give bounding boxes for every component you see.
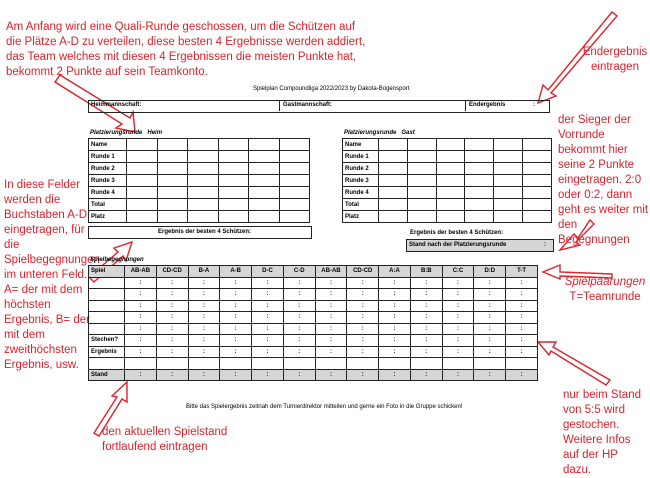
table-cell[interactable] [436, 211, 465, 223]
table-cell[interactable]: : [474, 369, 506, 381]
table-cell[interactable]: : [283, 346, 315, 358]
table-cell[interactable] [379, 187, 408, 199]
table-cell[interactable] [279, 151, 310, 163]
table-cell[interactable]: : [347, 277, 379, 289]
table-cell[interactable]: A-B [220, 266, 252, 278]
table-cell[interactable] [436, 151, 465, 163]
table-cell[interactable]: : [347, 312, 379, 324]
table-cell[interactable] [379, 139, 408, 151]
guest-team-label: Gastmannschaft: [283, 102, 333, 108]
table-cell[interactable] [523, 151, 552, 163]
table-row [89, 300, 538, 312]
table-cell[interactable] [220, 358, 252, 370]
table-row [89, 151, 310, 163]
table-row [89, 335, 538, 347]
table-cell[interactable]: Total [89, 199, 127, 211]
annotation-pairings: Spielpaarungen [564, 276, 646, 288]
table-cell[interactable]: Runde 1 [89, 151, 127, 163]
table-cell[interactable]: Stand [89, 369, 125, 381]
table-row [89, 139, 310, 151]
table-cell[interactable]: : [315, 335, 347, 347]
best4-guest-label: Ergebnis der besten 4 Schützen: [410, 230, 504, 236]
table-cell[interactable] [127, 163, 158, 175]
table-cell[interactable]: : [442, 335, 474, 347]
table-cell[interactable] [125, 358, 157, 370]
table-cell[interactable]: : [220, 277, 252, 289]
table-cell[interactable] [157, 211, 188, 223]
table-cell[interactable]: : [506, 312, 538, 324]
standing-colon[interactable]: : [544, 242, 546, 248]
table-cell[interactable]: : [252, 277, 284, 289]
table-cell[interactable] [279, 187, 310, 199]
table-cell[interactable]: : [252, 323, 284, 335]
table-cell[interactable]: : [283, 289, 315, 301]
table-row [89, 289, 538, 301]
title-part: Gast [401, 130, 415, 136]
home-team-label: Heimmannschaft: [91, 102, 142, 108]
table-cell[interactable]: : [220, 335, 252, 347]
table-cell[interactable]: CD-CD [156, 266, 188, 278]
table-cell[interactable]: Platz [343, 211, 379, 223]
table-cell[interactable]: : [315, 289, 347, 301]
table-cell[interactable]: CD-CD [347, 266, 379, 278]
best4-home-label: Ergebnis der besten 4 Schützen: [158, 229, 252, 235]
table-cell[interactable] [89, 323, 125, 335]
table-cell[interactable]: Platz [89, 211, 127, 223]
annotation-team-round: T=Teamrunde [569, 291, 641, 303]
final-result-label: Endergebnis [469, 102, 506, 108]
final-result-colon[interactable]: : [533, 102, 535, 108]
table-cell[interactable]: : [125, 369, 157, 381]
divider [279, 100, 280, 111]
table-cell[interactable]: : [283, 312, 315, 324]
table-cell[interactable]: : [252, 369, 284, 381]
table-cell[interactable] [407, 175, 436, 187]
table-cell[interactable] [506, 358, 538, 370]
table-cell[interactable]: : [379, 300, 411, 312]
table-cell[interactable]: C-D [283, 266, 315, 278]
table-cell[interactable]: : [442, 346, 474, 358]
table-cell[interactable]: : [188, 289, 220, 301]
table-row [89, 266, 538, 278]
table-cell[interactable]: : [188, 312, 220, 324]
table-cell[interactable] [523, 211, 552, 223]
table-cell[interactable]: : [125, 277, 157, 289]
table-row [89, 358, 538, 370]
table-cell[interactable] [157, 199, 188, 211]
table-cell[interactable] [523, 175, 552, 187]
table-cell[interactable] [188, 358, 220, 370]
annotation-preliminary-winner: der Sieger der Vorrunde bekommt hier seine 2 Punkte eingetragen. 2:0 oder 0:2, dann geht es weiter mit den Begegnungen [558, 114, 649, 246]
table-cell[interactable] [157, 151, 188, 163]
table-cell[interactable] [379, 211, 408, 223]
table-cell[interactable] [407, 151, 436, 163]
table-cell[interactable]: D:D [474, 266, 506, 278]
table-cell[interactable] [279, 163, 310, 175]
table-cell[interactable]: : [442, 312, 474, 324]
table-cell[interactable]: : [156, 312, 188, 324]
table-cell[interactable] [379, 163, 408, 175]
table-cell[interactable] [379, 175, 408, 187]
table-cell[interactable]: : [474, 277, 506, 289]
table-cell[interactable]: AB-AB [125, 266, 157, 278]
table-cell[interactable]: : [410, 312, 442, 324]
table-cell[interactable]: : [379, 289, 411, 301]
table-cell[interactable]: : [156, 369, 188, 381]
table-cell[interactable] [218, 211, 249, 223]
table-cell[interactable] [315, 358, 347, 370]
table-cell[interactable]: : [283, 277, 315, 289]
table-cell[interactable]: : [283, 323, 315, 335]
table-cell[interactable]: : [125, 289, 157, 301]
table-cell[interactable]: : [252, 335, 284, 347]
table-cell[interactable]: : [220, 312, 252, 324]
arrow-endergebnis [538, 12, 617, 103]
table-row [343, 151, 552, 163]
table-cell[interactable]: : [506, 277, 538, 289]
table-cell[interactable] [89, 289, 125, 301]
table-cell[interactable]: B:B [410, 266, 442, 278]
table-cell[interactable] [249, 151, 280, 163]
table-cell[interactable]: Runde 3 [89, 175, 127, 187]
table-row [89, 175, 310, 187]
table-cell[interactable] [494, 139, 523, 151]
table-row [343, 163, 552, 175]
table-row [343, 199, 552, 211]
table-cell[interactable]: A:A [379, 266, 411, 278]
table-cell[interactable] [218, 151, 249, 163]
table-cell[interactable]: : [156, 300, 188, 312]
table-cell[interactable]: : [347, 289, 379, 301]
table-row [343, 211, 552, 223]
table-cell[interactable] [407, 199, 436, 211]
table-cell[interactable] [157, 175, 188, 187]
table-cell[interactable]: Runde 4 [343, 187, 379, 199]
table-row [89, 369, 538, 381]
table-cell[interactable] [156, 358, 188, 370]
table-cell[interactable] [188, 199, 219, 211]
table-cell[interactable] [188, 211, 219, 223]
sheet-title: Spielplan Compoundliga 2022/2023 by Dakota-Bogensport [253, 86, 410, 92]
table-cell[interactable]: : [474, 335, 506, 347]
table-cell[interactable]: : [156, 335, 188, 347]
table-cell[interactable] [279, 211, 310, 223]
table-cell[interactable]: : [220, 369, 252, 381]
table-cell[interactable]: : [315, 277, 347, 289]
table-cell[interactable] [127, 175, 158, 187]
table-cell[interactable] [249, 187, 280, 199]
table-cell[interactable]: : [220, 346, 252, 358]
table-cell[interactable]: : [188, 369, 220, 381]
footer-note: Bitte das Spielergebnis zeitnah dem Turnierdirektor mitteilen und gerne ein Foto in die Gruppe schicken! [186, 404, 463, 410]
table-cell[interactable]: : [252, 346, 284, 358]
annotation-letters: In diese Felder werden die Buchstaben A-D eingetragen, für die Spielbegegnungen im unteren Feld. A= der mit dem höchsten Ergebnis, B= der mit dem zweithöchsten Ergebnis, usw. [4, 179, 100, 371]
annotation-current-score: den aktuellen Spielstand fortlaufend eintragen [102, 426, 228, 453]
table-cell[interactable] [465, 163, 494, 175]
table-cell[interactable]: : [252, 289, 284, 301]
table-cell[interactable] [188, 139, 219, 151]
table-cell[interactable]: AB-AB [315, 266, 347, 278]
table-cell[interactable]: B-A [188, 266, 220, 278]
table-cell[interactable]: : [506, 289, 538, 301]
table-cell[interactable] [283, 358, 315, 370]
table-row [343, 139, 552, 151]
annotation-qualifying-round: Am Anfang wird eine Quali-Runde geschossen, um die Schützen auf die Plätze A-D zu verteilen, diese besten 4 Ergebnisse werden addiert, das Team welches mit diesen 4 Ergebnissen die meisten Punkte hat, bekommt 2 Punkte auf sein Teamkonto. [6, 21, 366, 78]
table-cell[interactable]: : [188, 300, 220, 312]
table-cell[interactable] [188, 151, 219, 163]
table-cell[interactable] [89, 277, 125, 289]
table-cell[interactable]: : [379, 277, 411, 289]
placement-home-table [88, 138, 310, 223]
table-cell[interactable]: : [506, 369, 538, 381]
table-cell[interactable]: T-T [506, 266, 538, 278]
table-cell[interactable]: : [379, 323, 411, 335]
table-cell[interactable] [465, 151, 494, 163]
matches-title: Spielbegegnungen [90, 257, 144, 263]
table-cell[interactable] [218, 139, 249, 151]
table-cell[interactable]: : [315, 346, 347, 358]
table-cell[interactable]: : [410, 300, 442, 312]
table-cell[interactable]: Name [89, 139, 127, 151]
table-cell[interactable] [127, 151, 158, 163]
table-cell[interactable] [127, 139, 158, 151]
table-cell[interactable]: : [220, 323, 252, 335]
table-row [89, 199, 310, 211]
table-cell[interactable]: : [410, 335, 442, 347]
table-cell[interactable] [379, 199, 408, 211]
table-cell[interactable]: : [188, 346, 220, 358]
table-cell[interactable]: : [220, 300, 252, 312]
table-cell[interactable] [188, 163, 219, 175]
table-cell[interactable]: : [410, 277, 442, 289]
table-cell[interactable]: : [156, 289, 188, 301]
table-cell[interactable]: : [442, 289, 474, 301]
table-cell[interactable]: : [156, 323, 188, 335]
table-row [89, 277, 538, 289]
table-cell[interactable] [249, 199, 280, 211]
table-cell[interactable]: : [125, 312, 157, 324]
table-cell[interactable]: : [442, 300, 474, 312]
table-cell[interactable]: : [156, 346, 188, 358]
table-cell[interactable] [494, 151, 523, 163]
table-cell[interactable] [436, 139, 465, 151]
table-cell[interactable]: : [283, 300, 315, 312]
table-cell[interactable]: Spiel [89, 266, 125, 278]
table-cell[interactable] [465, 175, 494, 187]
title-part: Platzierungsrunde [90, 130, 143, 136]
table-cell[interactable]: : [252, 300, 284, 312]
table-cell[interactable]: Runde 1 [343, 151, 379, 163]
table-cell[interactable]: : [379, 335, 411, 347]
table-row [89, 211, 310, 223]
table-cell[interactable] [89, 312, 125, 324]
placement-guest-table [342, 138, 552, 223]
table-cell[interactable] [494, 187, 523, 199]
table-cell[interactable] [465, 187, 494, 199]
table-cell[interactable]: : [410, 289, 442, 301]
table-cell[interactable]: : [156, 277, 188, 289]
table-cell[interactable]: : [125, 323, 157, 335]
table-cell[interactable] [157, 163, 188, 175]
table-cell[interactable] [436, 175, 465, 187]
table-cell[interactable]: : [506, 346, 538, 358]
arrow-bottom [94, 382, 127, 436]
table-cell[interactable]: Runde 2 [343, 163, 379, 175]
table-cell[interactable]: : [188, 277, 220, 289]
table-cell[interactable] [474, 358, 506, 370]
table-cell[interactable] [494, 163, 523, 175]
table-row [89, 187, 310, 199]
table-cell[interactable]: Runde 4 [89, 187, 127, 199]
table-cell[interactable] [157, 187, 188, 199]
table-cell[interactable]: Name [343, 139, 379, 151]
table-cell[interactable]: : [315, 323, 347, 335]
table-cell[interactable]: : [283, 369, 315, 381]
table-cell[interactable] [188, 175, 219, 187]
table-cell[interactable] [89, 300, 125, 312]
table-cell[interactable]: : [125, 335, 157, 347]
table-cell[interactable] [523, 199, 552, 211]
table-cell[interactable] [279, 175, 310, 187]
table-cell[interactable] [523, 139, 552, 151]
table-cell[interactable]: : [506, 323, 538, 335]
table-cell[interactable]: : [506, 300, 538, 312]
table-cell[interactable]: : [474, 346, 506, 358]
table-cell[interactable] [249, 163, 280, 175]
table-cell[interactable]: : [379, 312, 411, 324]
table-cell[interactable] [494, 211, 523, 223]
table-cell[interactable]: : [252, 312, 284, 324]
table-cell[interactable]: : [442, 277, 474, 289]
table-cell[interactable]: : [410, 323, 442, 335]
table-cell[interactable]: : [379, 369, 411, 381]
table-cell[interactable]: : [347, 300, 379, 312]
table-cell[interactable]: : [315, 312, 347, 324]
table-cell[interactable] [407, 139, 436, 151]
table-cell[interactable] [436, 163, 465, 175]
title-part: Heim [147, 130, 163, 136]
table-cell[interactable] [127, 199, 158, 211]
table-cell[interactable]: Total [343, 199, 379, 211]
table-cell[interactable] [465, 139, 494, 151]
table-cell[interactable] [218, 175, 249, 187]
table-cell[interactable]: : [442, 369, 474, 381]
table-cell[interactable] [523, 187, 552, 199]
table-cell[interactable]: : [315, 369, 347, 381]
table-cell[interactable]: : [347, 369, 379, 381]
table-cell[interactable] [442, 358, 474, 370]
table-cell[interactable]: C:C [442, 266, 474, 278]
table-cell[interactable] [279, 199, 310, 211]
table-cell[interactable] [379, 151, 408, 163]
table-cell[interactable]: Ergebnis [89, 346, 125, 358]
table-cell[interactable]: : [506, 335, 538, 347]
table-cell[interactable] [465, 199, 494, 211]
table-cell[interactable] [407, 211, 436, 223]
table-cell[interactable] [436, 187, 465, 199]
table-cell[interactable] [407, 163, 436, 175]
placement-guest-title [344, 130, 415, 136]
table-cell[interactable] [249, 211, 280, 223]
table-cell[interactable]: Stechen? [89, 335, 125, 347]
placement-home-title [90, 130, 162, 136]
table-row [89, 346, 538, 358]
table-cell[interactable] [279, 139, 310, 151]
table-cell[interactable] [252, 358, 284, 370]
table-cell[interactable]: : [220, 289, 252, 301]
title-part: Platzierungsrunde [344, 130, 397, 136]
table-cell[interactable]: : [410, 369, 442, 381]
table-cell[interactable] [494, 175, 523, 187]
table-cell[interactable] [127, 187, 158, 199]
table-cell[interactable] [347, 358, 379, 370]
arrow-vorrunde [560, 220, 594, 250]
table-cell[interactable] [249, 175, 280, 187]
table-cell[interactable] [494, 199, 523, 211]
table-cell[interactable]: : [125, 346, 157, 358]
table-cell[interactable]: : [474, 289, 506, 301]
table-cell[interactable]: : [347, 335, 379, 347]
table-cell[interactable] [407, 187, 436, 199]
table-cell[interactable]: : [315, 300, 347, 312]
annotation-final-result: Endergebnis eintragen [582, 46, 648, 73]
table-cell[interactable]: D-C [252, 266, 284, 278]
table-cell[interactable] [465, 211, 494, 223]
table-cell[interactable]: : [379, 346, 411, 358]
table-cell[interactable]: : [188, 335, 220, 347]
arrow-stand [538, 342, 610, 385]
table-cell[interactable]: : [283, 335, 315, 347]
arrow-spielpaarungen [543, 265, 612, 279]
table-cell[interactable]: : [188, 323, 220, 335]
table-cell[interactable] [218, 163, 249, 175]
table-row [89, 323, 538, 335]
table-cell[interactable]: : [347, 323, 379, 335]
table-row [89, 312, 538, 324]
table-cell[interactable] [523, 163, 552, 175]
table-cell[interactable]: : [474, 323, 506, 335]
table-row [89, 163, 310, 175]
table-cell[interactable] [379, 358, 411, 370]
table-cell[interactable]: : [125, 300, 157, 312]
table-cell[interactable] [249, 139, 280, 151]
table-cell[interactable] [127, 211, 158, 223]
annotation-shootoff: nur beim Stand von 5:5 wird gestochen. Weitere Infos auf der HP dazu. [563, 389, 641, 476]
table-cell[interactable]: : [474, 300, 506, 312]
table-cell[interactable] [89, 358, 125, 370]
table-cell[interactable]: : [442, 323, 474, 335]
standing-after-placement-label: Stand nach der Platzierungsrunde [409, 242, 507, 248]
table-cell[interactable] [157, 139, 188, 151]
table-cell[interactable]: Runde 2 [89, 163, 127, 175]
table-row [343, 175, 552, 187]
table-cell[interactable] [436, 199, 465, 211]
table-cell[interactable] [410, 358, 442, 370]
table-cell[interactable] [218, 199, 249, 211]
table-cell[interactable] [188, 187, 219, 199]
table-cell[interactable]: : [347, 346, 379, 358]
table-cell[interactable]: Runde 3 [343, 175, 379, 187]
divider [465, 100, 466, 111]
table-cell[interactable]: : [410, 346, 442, 358]
table-cell[interactable] [218, 187, 249, 199]
table-cell[interactable]: : [474, 312, 506, 324]
matches-table [88, 265, 538, 381]
table-row [343, 187, 552, 199]
